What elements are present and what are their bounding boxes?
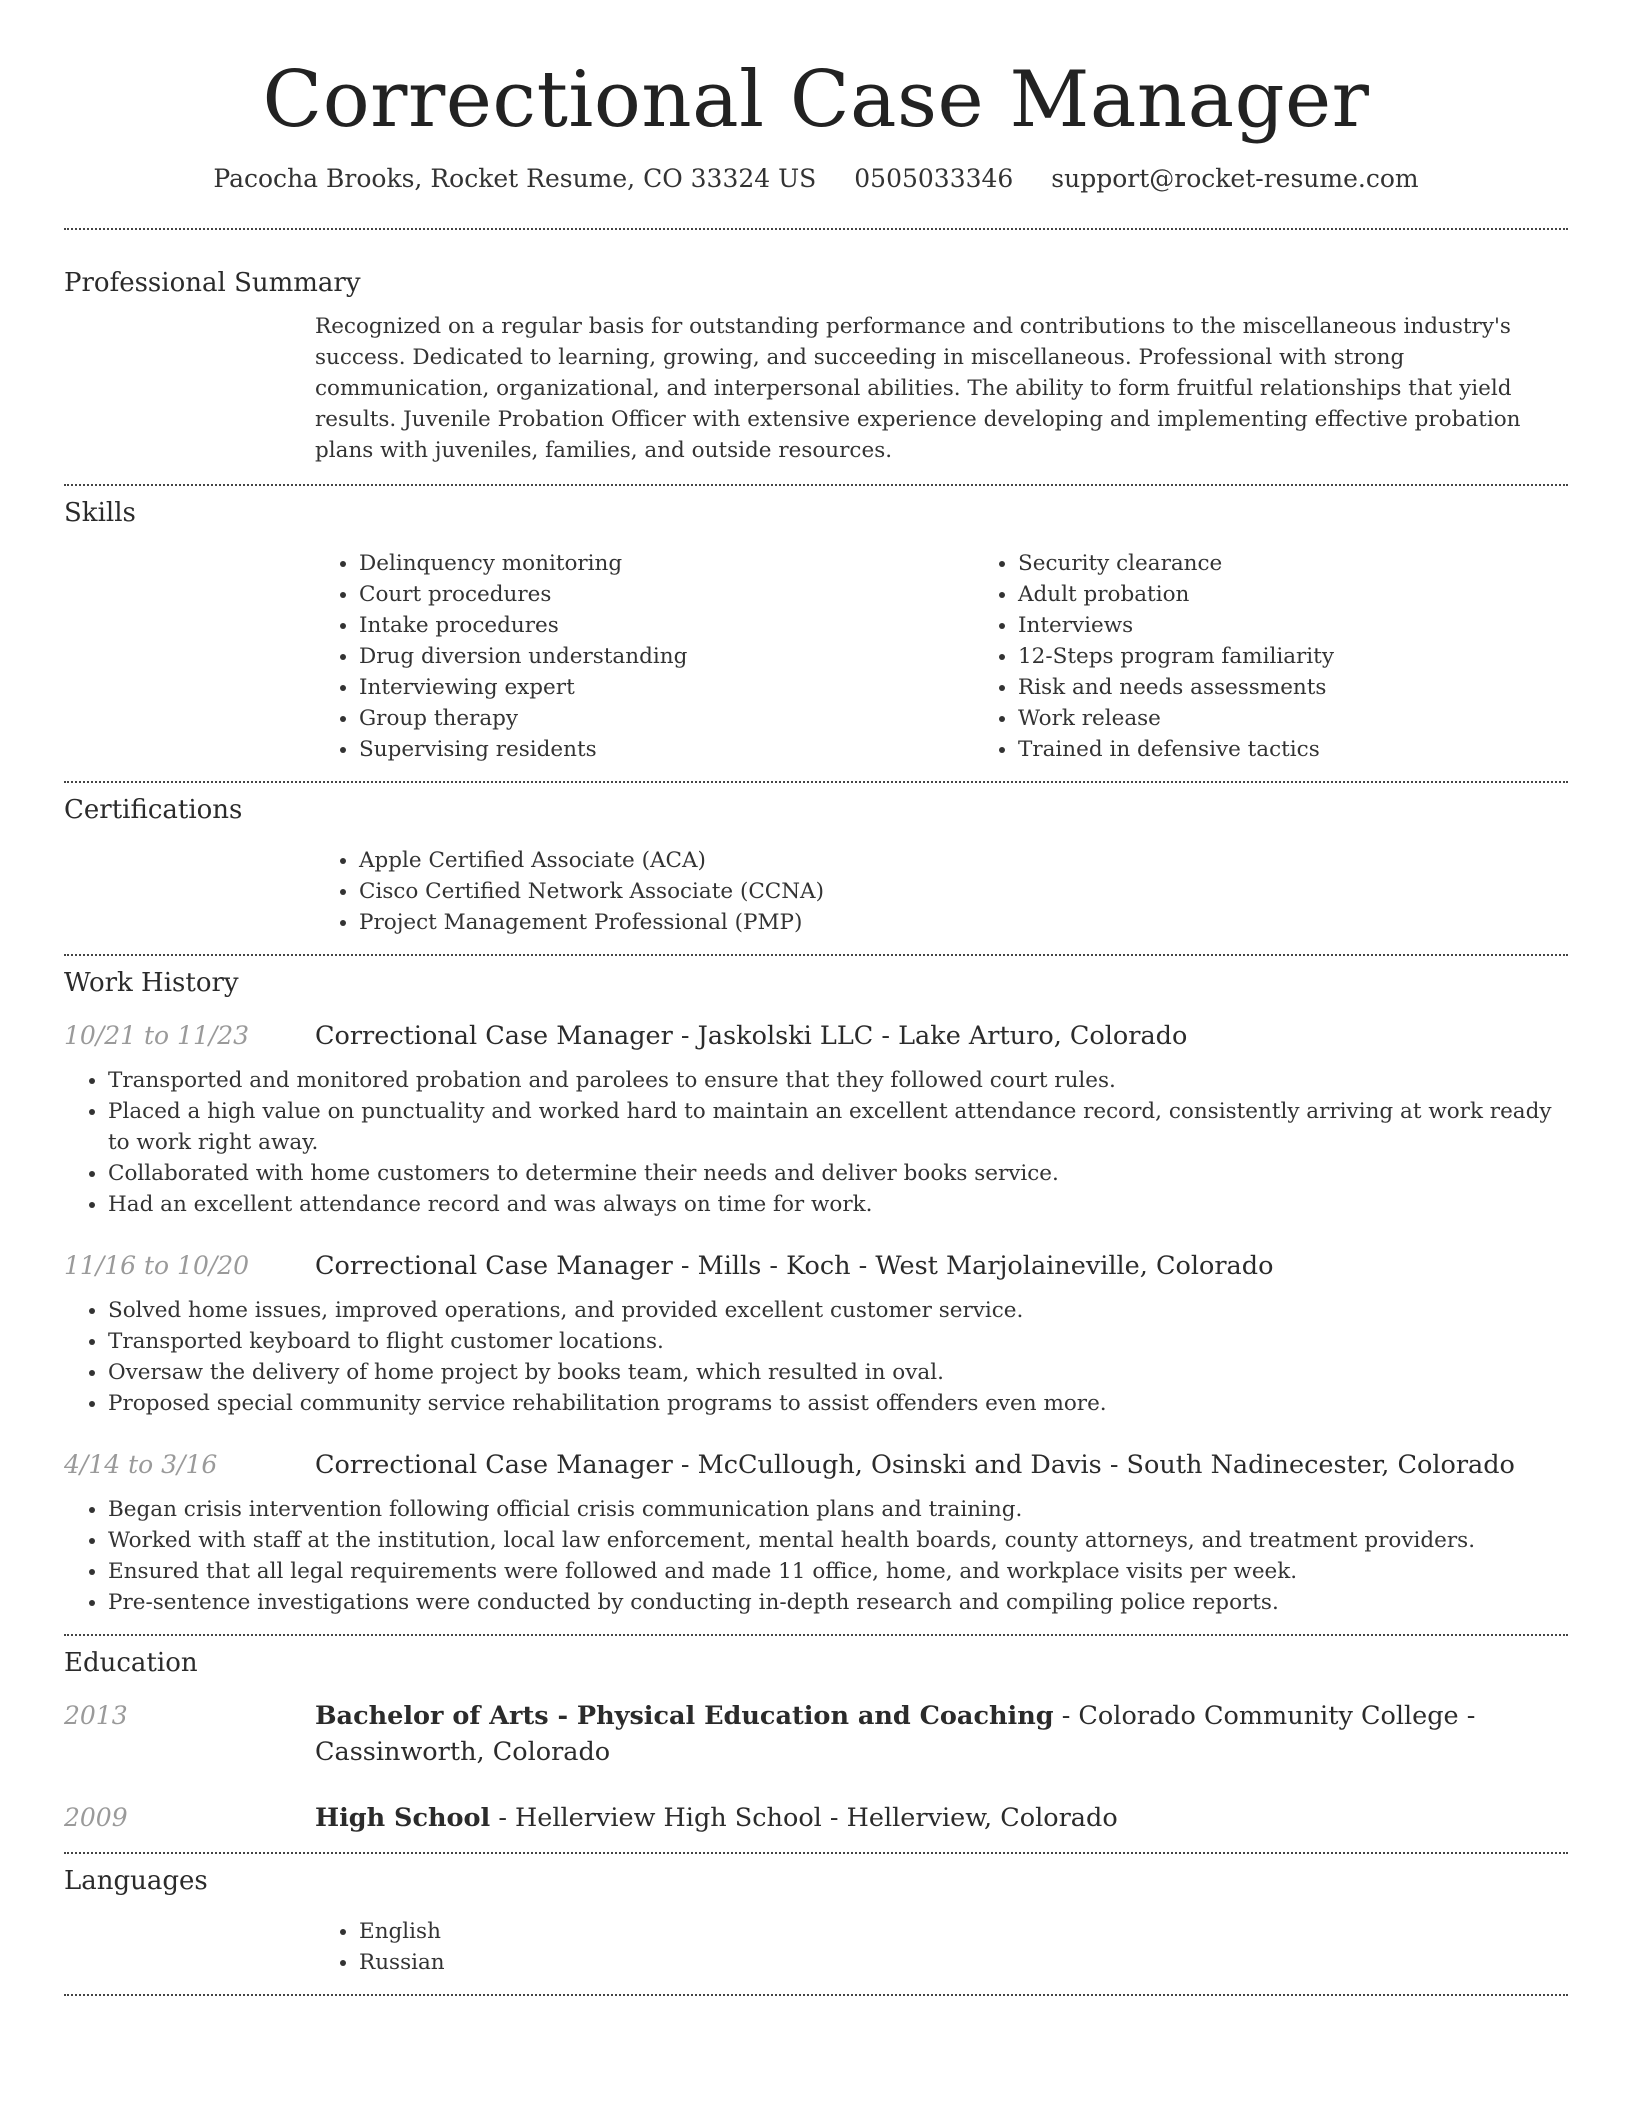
education-year: 2009 <box>64 1803 128 1832</box>
work-section <box>64 956 1568 1634</box>
job-header <box>64 1248 1568 1284</box>
list-item: • Interviews <box>1018 610 1632 641</box>
list-item: • Ensured that all legal requirements were followed and made 11 office, home, and workplace visits per week. <box>108 1556 1568 1587</box>
summary-heading: Professional Summary <box>64 268 361 298</box>
languages-content <box>315 1916 1568 1978</box>
list-item: • Solved home issues, improved operations, and provided excellent customer service. <box>108 1295 1568 1326</box>
list-item: • Court procedures <box>359 579 974 610</box>
job-header <box>64 1018 1568 1054</box>
languages-list <box>315 1916 1568 1978</box>
education-degree: Bachelor of Arts - Physical Education and Coaching <box>315 1701 1054 1731</box>
education-school: - Colorado Community College - Cassinworth, Colorado <box>315 1701 1476 1767</box>
list-item: • Apple Certified Associate (ACA) <box>359 845 1568 876</box>
summary-section <box>64 230 1568 484</box>
skills-list-right <box>974 548 1632 765</box>
job-entry <box>64 1447 1568 1618</box>
list-item: • Drug diversion understanding <box>359 641 974 672</box>
certifications-heading: Certifications <box>64 795 243 825</box>
job-role: Correctional Case Manager <box>315 1251 673 1281</box>
job-title-line <box>315 1248 1568 1284</box>
list-item: • Collaborated with home customers to determine their needs and deliver books service. <box>108 1158 1568 1189</box>
education-school: - Hellerview High School - Hellerview, Colorado <box>490 1803 1118 1833</box>
job-role: Correctional Case Manager <box>315 1021 673 1051</box>
job-company: - Jaskolski LLC - Lake Arturo, Colorado <box>672 1021 1188 1051</box>
job-company: - Mills - Koch - West Marjolaineville, Colorado <box>672 1251 1274 1281</box>
list-item: • Delinquency monitoring <box>359 548 974 579</box>
list-item: • Proposed special community service rehabilitation programs to assist offenders even more. <box>108 1388 1568 1419</box>
education-entry <box>64 1698 1568 1770</box>
section-divider <box>64 1994 1568 1996</box>
list-item: • English <box>359 1916 1568 1947</box>
list-item: • Adult probation <box>1018 579 1632 610</box>
list-item: • Project Management Professional (PMP) <box>359 907 1568 938</box>
list-item: • Group therapy <box>359 703 974 734</box>
certifications-list <box>315 845 1568 938</box>
languages-section <box>64 1854 1568 1994</box>
job-bullets <box>64 1494 1568 1618</box>
job-title-line <box>315 1018 1568 1054</box>
certifications-content <box>315 845 1568 938</box>
job-bullets <box>64 1295 1568 1419</box>
education-entry <box>64 1800 1568 1836</box>
job-role: Correctional Case Manager <box>315 1450 673 1480</box>
job-title-line <box>315 1447 1568 1483</box>
contact-line <box>64 162 1568 196</box>
job-company: - McCullough, Osinski and Davis - South Nadinecester, Colorado <box>672 1450 1515 1480</box>
education-title-line <box>315 1698 1568 1770</box>
education-title-line <box>315 1800 1568 1836</box>
skills-heading: Skills <box>64 498 136 528</box>
contact-email: support@rocket-resume.com <box>1051 164 1419 193</box>
certifications-section <box>64 783 1568 954</box>
list-item: • Worked with staff at the institution, local law enforcement, mental health boards, county attorneys, and treatment providers. <box>108 1525 1568 1556</box>
list-item: • Transported keyboard to flight customer locations. <box>108 1326 1568 1357</box>
job-entry <box>64 1248 1568 1419</box>
list-item: • Transported and monitored probation and parolees to ensure that they followed court rules. <box>108 1065 1568 1096</box>
contact-phone: 0505033346 <box>854 164 1014 193</box>
list-item: • Oversaw the delivery of home project by books team, which resulted in oval. <box>108 1357 1568 1388</box>
skills-columns <box>315 548 1568 765</box>
education-section <box>64 1636 1568 1852</box>
work-heading: Work History <box>64 968 239 998</box>
education-heading: Education <box>64 1648 198 1678</box>
contact-address: Pacocha Brooks, Rocket Resume, CO 33324 US <box>213 164 817 193</box>
list-item: • Supervising residents <box>359 734 974 765</box>
resume-title: Correctional Case Manager <box>262 55 1370 145</box>
list-item: • Risk and needs assessments <box>1018 672 1632 703</box>
job-header <box>64 1447 1568 1483</box>
list-item: • Intake procedures <box>359 610 974 641</box>
job-dates: 11/16 to 10/20 <box>64 1251 250 1280</box>
list-item: • Russian <box>359 1947 1568 1978</box>
list-item: • Placed a high value on punctuality and worked hard to maintain an excellent attendance record, consistently arriving at work ready to work right away. <box>108 1096 1568 1158</box>
skills-list-left <box>315 548 974 765</box>
skills-section <box>64 486 1568 781</box>
list-item: • Security clearance <box>1018 548 1632 579</box>
education-year: 2013 <box>64 1701 128 1730</box>
list-item: • 12-Steps program familiarity <box>1018 641 1632 672</box>
list-item: • Cisco Certified Network Associate (CCNA) <box>359 876 1568 907</box>
summary-text: Recognized on a regular basis for outstanding performance and contributions to the miscellaneous industry's success. Dedicated to learning, growing, and succeeding in miscellaneous. Professional with strong communication, organizational, and interpersonal abilities. The ability to form fruitful relationships that yield results. Juvenile Probation Officer with extensive experience developing and implementing effective probation plans with juveniles, families, and outside resources. <box>315 314 1521 463</box>
resume-header <box>64 0 1568 196</box>
job-dates: 4/14 to 3/16 <box>64 1450 218 1479</box>
list-item: • Work release <box>1018 703 1632 734</box>
education-degree: High School <box>315 1803 491 1833</box>
list-item: • Trained in defensive tactics <box>1018 734 1632 765</box>
list-item: • Began crisis intervention following official crisis communication plans and training. <box>108 1494 1568 1525</box>
job-bullets <box>64 1065 1568 1220</box>
job-dates: 10/21 to 11/23 <box>64 1021 250 1050</box>
list-item: • Pre-sentence investigations were conducted by conducting in-depth research and compiling police reports. <box>108 1587 1568 1618</box>
list-item: • Interviewing expert <box>359 672 974 703</box>
job-entry <box>64 1018 1568 1220</box>
list-item: • Had an excellent attendance record and was always on time for work. <box>108 1189 1568 1220</box>
languages-heading: Languages <box>64 1866 208 1896</box>
